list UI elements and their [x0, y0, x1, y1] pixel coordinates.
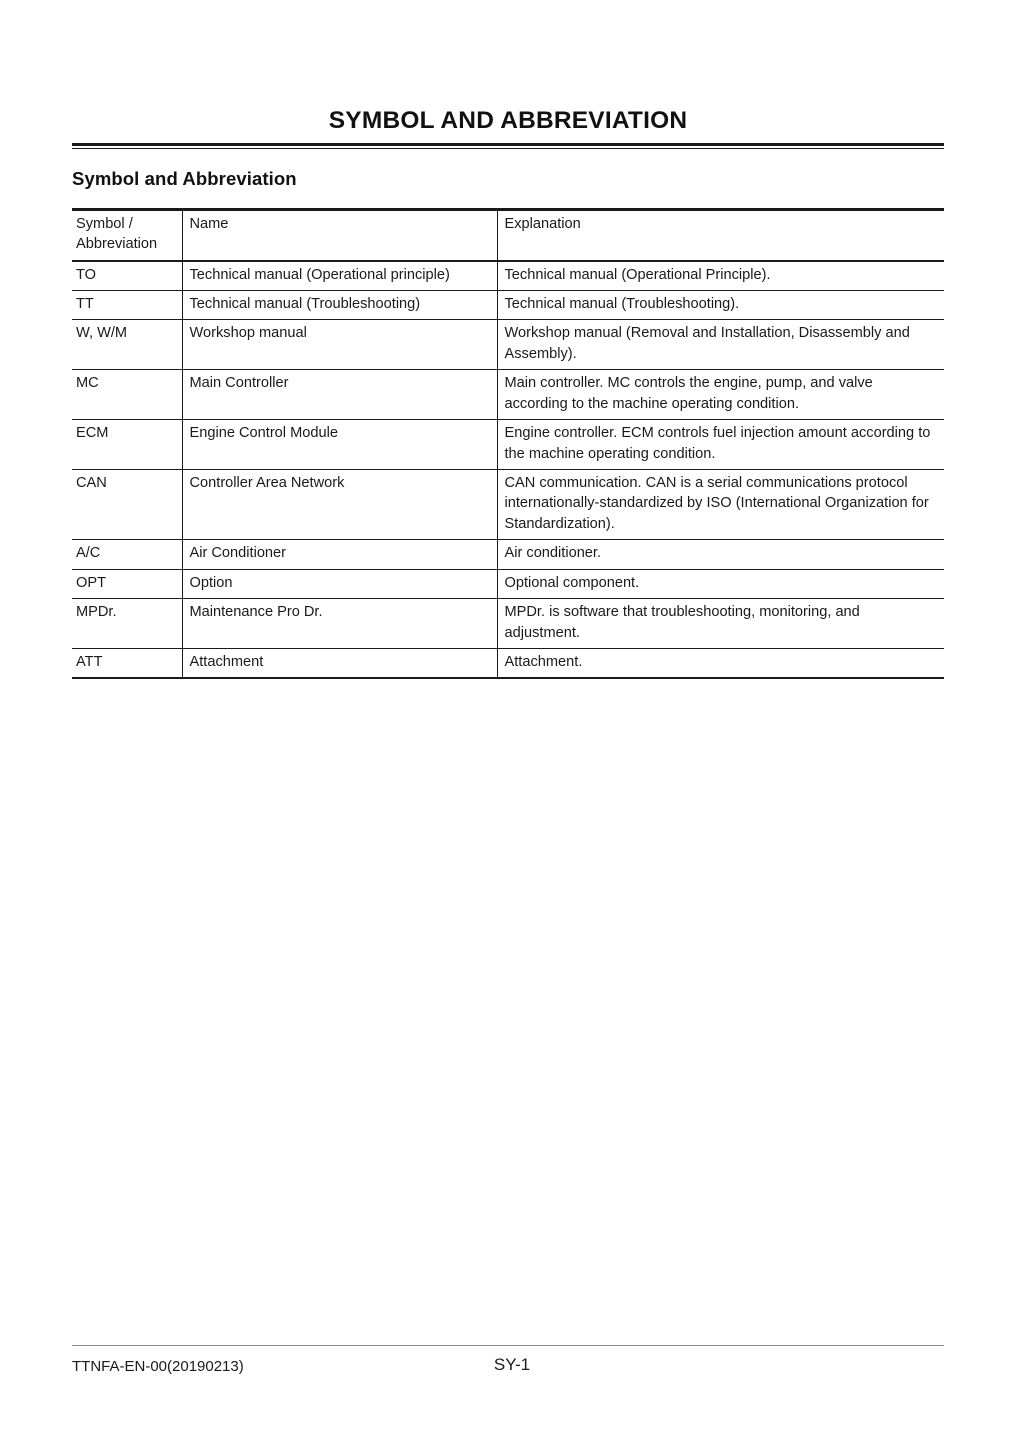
- cell-name: Option: [182, 569, 497, 598]
- table-row: [72, 320, 944, 370]
- column-header-explanation: Explanation: [497, 211, 944, 261]
- section-heading: Symbol and Abbreviation: [72, 168, 297, 189]
- cell-name: Maintenance Pro Dr.: [182, 599, 497, 649]
- cell-name: Workshop manual: [182, 320, 497, 370]
- table-row: [72, 291, 944, 320]
- cell-name: Controller Area Network: [182, 470, 497, 540]
- cell-symbol: OPT: [72, 569, 182, 598]
- table-row: [72, 648, 944, 678]
- page-title: SYMBOL AND ABBREVIATION: [328, 107, 688, 134]
- cell-name: Main Controller: [182, 370, 497, 420]
- table-row: [72, 420, 944, 470]
- cell-explanation: CAN communication. CAN is a serial communications protocol internationally-standardized by ISO (International Organization for Standardization).: [497, 470, 944, 540]
- cell-explanation: Technical manual (Operational Principle).: [497, 261, 944, 291]
- cell-explanation: Attachment.: [497, 648, 944, 678]
- footer-document-code: TTNFA-EN-00(20190213): [72, 1358, 244, 1375]
- cell-explanation: Air conditioner.: [497, 540, 944, 569]
- column-header-name: Name: [182, 211, 497, 261]
- cell-name: Air Conditioner: [182, 540, 497, 569]
- cell-symbol: CAN: [72, 470, 182, 540]
- cell-explanation: Engine controller. ECM controls fuel injection amount according to the machine operating condition.: [497, 420, 944, 470]
- cell-name: Engine Control Module: [182, 420, 497, 470]
- table-row: [72, 261, 944, 291]
- table-row: [72, 540, 944, 569]
- cell-explanation: Optional component.: [497, 569, 944, 598]
- title-rule-lower: [72, 148, 944, 150]
- table-header-row: [72, 211, 944, 261]
- cell-name: Technical manual (Operational principle): [182, 261, 497, 291]
- table-row: [72, 599, 944, 649]
- abbreviation-table-container: [72, 208, 944, 679]
- footer-page-number: SY-1: [493, 1355, 531, 1374]
- cell-symbol: ATT: [72, 648, 182, 678]
- cell-explanation: MPDr. is software that troubleshooting, monitoring, and adjustment.: [497, 599, 944, 649]
- cell-explanation: Workshop manual (Removal and Installation, Disassembly and Assembly).: [497, 320, 944, 370]
- cell-symbol: MPDr.: [72, 599, 182, 649]
- table-row: [72, 569, 944, 598]
- abbreviation-table: [72, 211, 944, 680]
- document-header: [72, 108, 944, 149]
- table-row: [72, 470, 944, 540]
- cell-name: Technical manual (Troubleshooting): [182, 291, 497, 320]
- table-body: [72, 211, 944, 679]
- cell-explanation: Main controller. MC controls the engine, pump, and valve according to the machine operating condition.: [497, 370, 944, 420]
- cell-symbol: TT: [72, 291, 182, 320]
- cell-symbol: TO: [72, 261, 182, 291]
- table-row: [72, 370, 944, 420]
- cell-name: Attachment: [182, 648, 497, 678]
- cell-symbol: MC: [72, 370, 182, 420]
- cell-symbol: ECM: [72, 420, 182, 470]
- cell-symbol: A/C: [72, 540, 182, 569]
- cell-explanation: Technical manual (Troubleshooting).: [497, 291, 944, 320]
- column-header-symbol: Symbol / Abbreviation: [72, 211, 182, 261]
- cell-symbol: W, W/M: [72, 320, 182, 370]
- footer-rule: [72, 1345, 944, 1346]
